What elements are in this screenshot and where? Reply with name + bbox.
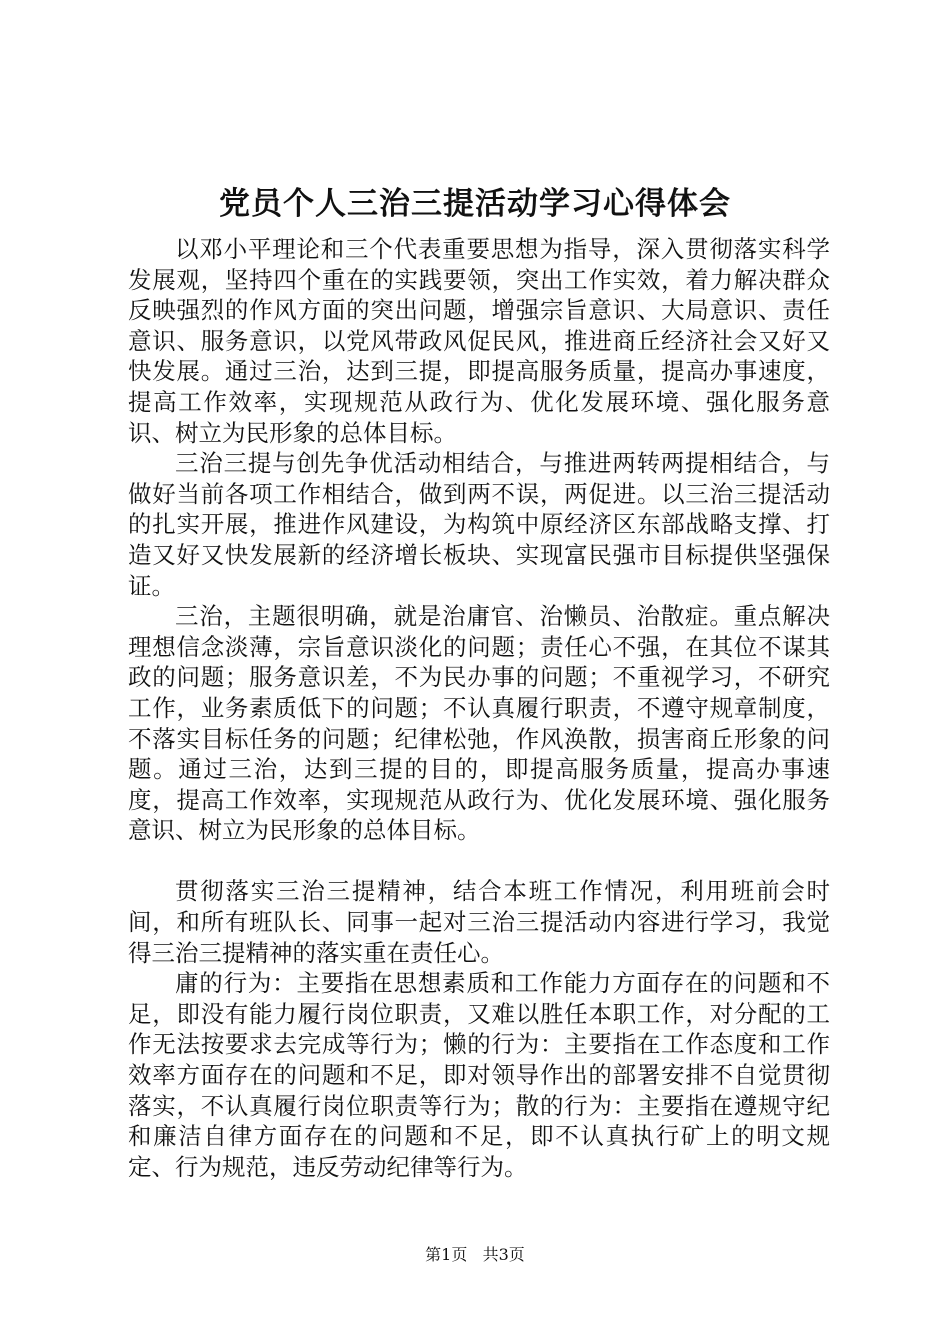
- paragraph-5: 庸的行为：主要指在思想素质和工作能力方面存在的问题和不足，即没有能力履行岗位职责，又难以胜任本职工作，对分配的工作无法按要求去完成等行为；懒的行为：主要指在工作态度和工作效率方面存在的问题和不足，即对领导作出的部署安排不自觉贯彻落实，不认真履行岗位职责等行为；散的行为：主要指在遵规守纪和廉洁自律方面存在的问题和不足，即不认真执行矿上的明文规定、行为规范，违反劳动纪律等行为。: [128, 969, 830, 1181]
- page-number: 第1页: [425, 1245, 468, 1264]
- page-footer: [0, 1244, 950, 1266]
- paragraph-2: 三治三提与创先争优活动相结合，与推进两转两提相结合，与做好当前各项工作相结合，做到两不误，两促进。以三治三提活动的扎实开展，推进作风建设，为构筑中原经济区东部战略支撑、打造又好又快发展新的经济增长板块、实现富民强市目标提供坚强保证。: [128, 449, 830, 600]
- page-total: 共3页: [482, 1245, 525, 1264]
- document-title: 党员个人三治三提活动学习心得体会: [219, 186, 731, 222]
- paragraph-1: 以邓小平理论和三个代表重要思想为指导，深入贯彻落实科学发展观，坚持四个重在的实践要领，突出工作实效，着力解决群众反映强烈的作风方面的突出问题，增强宗旨意识、大局意识、责任意识、服务意识，以党风带政风促民风，推进商丘经济社会又好又快发展。通过三治，达到三提，即提高服务质量，提高办事速度，提高工作效率，实现规范从政行为、优化发展环境、强化服务意识、树立为民形象的总体目标。: [128, 235, 830, 447]
- paragraph-4: 贯彻落实三治三提精神，结合本班工作情况，利用班前会时间，和所有班队长、同事一起对三治三提活动内容进行学习，我觉得三治三提精神的落实重在责任心。: [128, 877, 830, 967]
- paragraph-3: 三治，主题很明确，就是治庸官、治懒员、治散症。重点解决理想信念淡薄，宗旨意识淡化的问题；责任心不强，在其位不谋其政的问题；服务意识差，不为民办事的问题；不重视学习，不研究工作，业务素质低下的问题；不认真履行职责，不遵守规章制度，不落实目标任务的问题；纪律松弛，作风涣散，损害商丘形象的问题。通过三治，达到三提的目的，即提高服务质量，提高办事速度，提高工作效率，实现规范从政行为、优化发展环境、强化服务意识、树立为民形象的总体目标。: [128, 602, 830, 845]
- document-body: [128, 234, 830, 1182]
